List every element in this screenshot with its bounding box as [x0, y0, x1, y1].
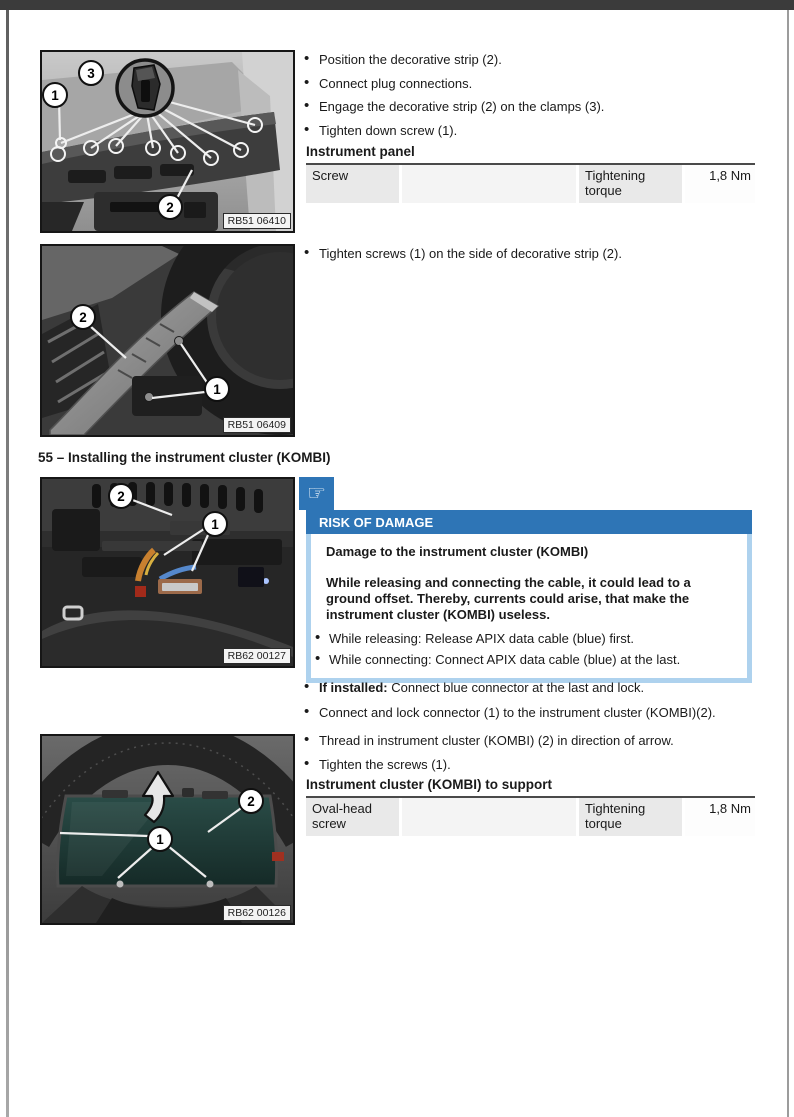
page-edge-left — [6, 10, 9, 1117]
callout-1: 1 — [147, 826, 173, 852]
step-text: Connect and lock connector (1) to the instrument cluster (KOMBI)(2). — [319, 704, 716, 720]
table-cell-value: 1,8 Nm — [685, 165, 755, 203]
table-cell-part: Oval-head screw — [306, 798, 399, 836]
figure-id-label: RB51 06409 — [223, 417, 291, 433]
step-item: • Position the decorative strip (2). — [298, 52, 758, 68]
torque-table-instrument-panel — [306, 163, 755, 203]
step-item: • Tighten the screws (1). — [298, 757, 768, 773]
table-cell-spacer — [402, 798, 576, 836]
figure-id-label: RB62 00127 — [223, 648, 291, 664]
table-cell-part: Screw — [306, 165, 399, 203]
steps-panel-list — [298, 52, 758, 146]
callout-2: 2 — [70, 304, 96, 330]
step-item: • Tighten screws (1) on the side of decorative strip (2). — [298, 246, 768, 262]
figure-cluster-install — [40, 734, 295, 925]
table-heading-cluster-support: Instrument cluster (KOMBI) to support — [306, 777, 552, 792]
step-strip-list — [298, 246, 768, 270]
figure-decorative-strip — [40, 244, 295, 437]
table-cell-property: Tightening torque — [579, 165, 682, 203]
figure-photo — [42, 246, 293, 435]
step-item: • Tighten down screw (1). — [298, 123, 758, 139]
warning-body — [306, 534, 752, 683]
figure-photo — [42, 479, 293, 666]
warning-bullet-list — [313, 631, 739, 667]
step-item: • Thread in instrument cluster (KOMBI) (2) in direction of arrow. — [298, 733, 768, 749]
step-item — [298, 705, 768, 721]
table-heading-instrument-panel: Instrument panel — [306, 144, 415, 159]
table-cell-spacer — [402, 165, 576, 203]
page-edge-top — [0, 0, 794, 10]
callout-2: 2 — [108, 483, 134, 509]
callout-2: 2 — [157, 194, 183, 220]
torque-table-cluster-support — [306, 796, 755, 836]
warning-title: RISK OF DAMAGE — [306, 510, 752, 534]
steps-connector-list — [298, 680, 768, 729]
step-item — [298, 680, 768, 696]
warning-text: While releasing and connecting the cable, it could lead to a ground offset. Thereby, currents could arise, that make the instrument cluster (KOMBI) useless. — [326, 575, 691, 622]
page-edge-right — [787, 10, 789, 1117]
section-heading: 55 – Installing the instrument cluster (KOMBI) — [38, 450, 331, 465]
warning-bullet: • While connecting: Connect APIX data cable (blue) at the last. — [313, 652, 739, 668]
figure-dashboard-clamps — [40, 50, 295, 233]
figure-id-label: RB51 06410 — [223, 213, 291, 229]
figure-id-label: RB62 00126 — [223, 905, 291, 921]
callout-1: 1 — [42, 82, 68, 108]
callout-2: 2 — [238, 788, 264, 814]
step-item: • Engage the decorative strip (2) on the clamps (3). — [298, 99, 758, 115]
figure-cluster-connectors — [40, 477, 295, 668]
pointing-hand-icon: ☞ — [299, 477, 334, 510]
table-cell-value: 1,8 Nm — [685, 798, 755, 836]
warning-subject: Damage to the instrument cluster (KOMBI) — [326, 544, 589, 559]
step-bold-prefix: If installed: — [319, 680, 388, 695]
callout-3: 3 — [78, 60, 104, 86]
callout-1: 1 — [204, 376, 230, 402]
callout-1: 1 — [202, 511, 228, 537]
step-item: • Connect plug connections. — [298, 76, 758, 92]
table-cell-property: Tightening torque — [579, 798, 682, 836]
warning-bullet: • While releasing: Release APIX data cable (blue) first. — [313, 631, 739, 647]
step-text: Connect blue connector at the last and lock. — [387, 680, 645, 695]
steps-cluster-list — [298, 733, 768, 780]
